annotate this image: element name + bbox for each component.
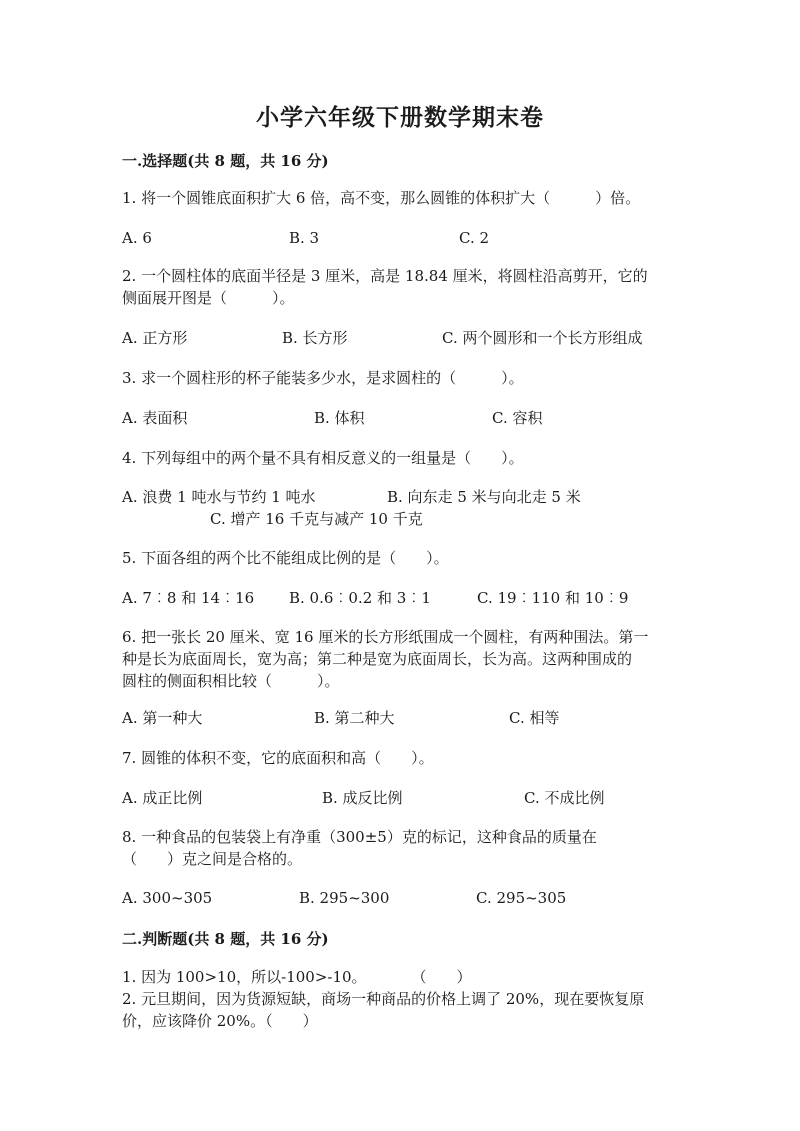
- question-7-option-b: B. 成反比例: [322, 789, 403, 807]
- question-8-line-2: （ ）克之间是合格的。: [122, 850, 303, 868]
- question-6-option-c: C. 相等: [509, 709, 560, 727]
- question-6-line-3: 圆柱的侧面积相比较（ ）。: [122, 672, 340, 690]
- question-2-line-2: 侧面展开图是（ ）。: [122, 289, 295, 307]
- question-1-option-c: C. 2: [459, 229, 490, 247]
- question-1-line-1: 1. 将一个圆锥底面积扩大 6 倍，高不变，那么圆锥的体积扩大（ ）倍。: [122, 189, 641, 207]
- question-7-option-c: C. 不成比例: [524, 789, 605, 807]
- question-1-option-a: A. 6: [122, 229, 152, 247]
- question-4-option-b: B. 向东走 5 米与向北走 5 米: [387, 488, 581, 506]
- question-7-line-1: 7. 圆锥的体积不变，它的底面积和高（ ）。: [122, 749, 434, 767]
- tf-question-2-line-2: 价，应该降价 20%。（ ）: [122, 1012, 318, 1030]
- section-heading-true-false: 二.判断题(共 8 题，共 16 分): [122, 930, 329, 948]
- question-2-option-c: C. 两个圆形和一个长方形组成: [442, 329, 643, 347]
- question-1-option-b: B. 3: [289, 229, 320, 247]
- question-4-option-c: C. 增产 16 千克与减产 10 千克: [210, 510, 423, 528]
- question-3-line-1: 3. 求一个圆柱形的杯子能装多少水，是求圆柱的（ ）。: [122, 369, 524, 387]
- question-6-line-1: 6. 把一张长 20 厘米、宽 16 厘米的长方形纸围成一个圆柱，有两种围法。第一: [122, 628, 649, 646]
- question-6-line-2: 种是长为底面周长，宽为高；第二种是宽为底面周长，长为高。这两种围成的: [122, 650, 633, 668]
- question-3-option-a: A. 表面积: [122, 409, 188, 427]
- question-4-option-a: A. 浪费 1 吨水与节约 1 吨水: [122, 488, 316, 506]
- page-title: 小学六年级下册数学期末卷: [256, 104, 544, 131]
- question-8-option-c: C. 295~305: [476, 889, 567, 907]
- section-heading-choice: 一.选择题(共 8 题，共 16 分): [122, 152, 329, 170]
- question-7-option-a: A. 成正比例: [122, 789, 203, 807]
- question-8-option-b: B. 295~300: [299, 889, 390, 907]
- question-2-option-a: A. 正方形: [122, 329, 188, 347]
- question-6-option-a: A. 第一种大: [122, 709, 203, 727]
- question-5-option-c: C. 19︰110 和 10︰9: [477, 589, 629, 607]
- question-3-option-b: B. 体积: [314, 409, 365, 427]
- question-2-option-b: B. 长方形: [282, 329, 348, 347]
- question-5-line-1: 5. 下面各组的两个比不能组成比例的是（ ）。: [122, 549, 449, 567]
- question-8-line-1: 8. 一种食品的包装袋上有净重（300±5）克的标记，这种食品的质量在: [122, 828, 597, 846]
- question-8-option-a: A. 300~305: [122, 889, 213, 907]
- question-4-line-1: 4. 下列每组中的两个量不具有相反意义的一组量是（ ）。: [122, 449, 524, 467]
- question-2-line-1: 2. 一个圆柱体的底面半径是 3 厘米，高是 18.84 厘米，将圆柱沿高剪开，它的: [122, 267, 648, 285]
- question-5-option-a: A. 7︰8 和 14︰16: [122, 589, 255, 607]
- tf-question-1-line-1: 1. 因为 100>10，所以-100>-10。 （ ）: [122, 968, 472, 986]
- tf-question-2-line-1: 2. 元旦期间，因为货源短缺，商场一种商品的价格上调了 20%，现在要恢复原: [122, 990, 645, 1008]
- question-6-option-b: B. 第二种大: [314, 709, 395, 727]
- question-3-option-c: C. 容积: [492, 409, 543, 427]
- question-5-option-b: B. 0.6︰0.2 和 3︰1: [289, 589, 431, 607]
